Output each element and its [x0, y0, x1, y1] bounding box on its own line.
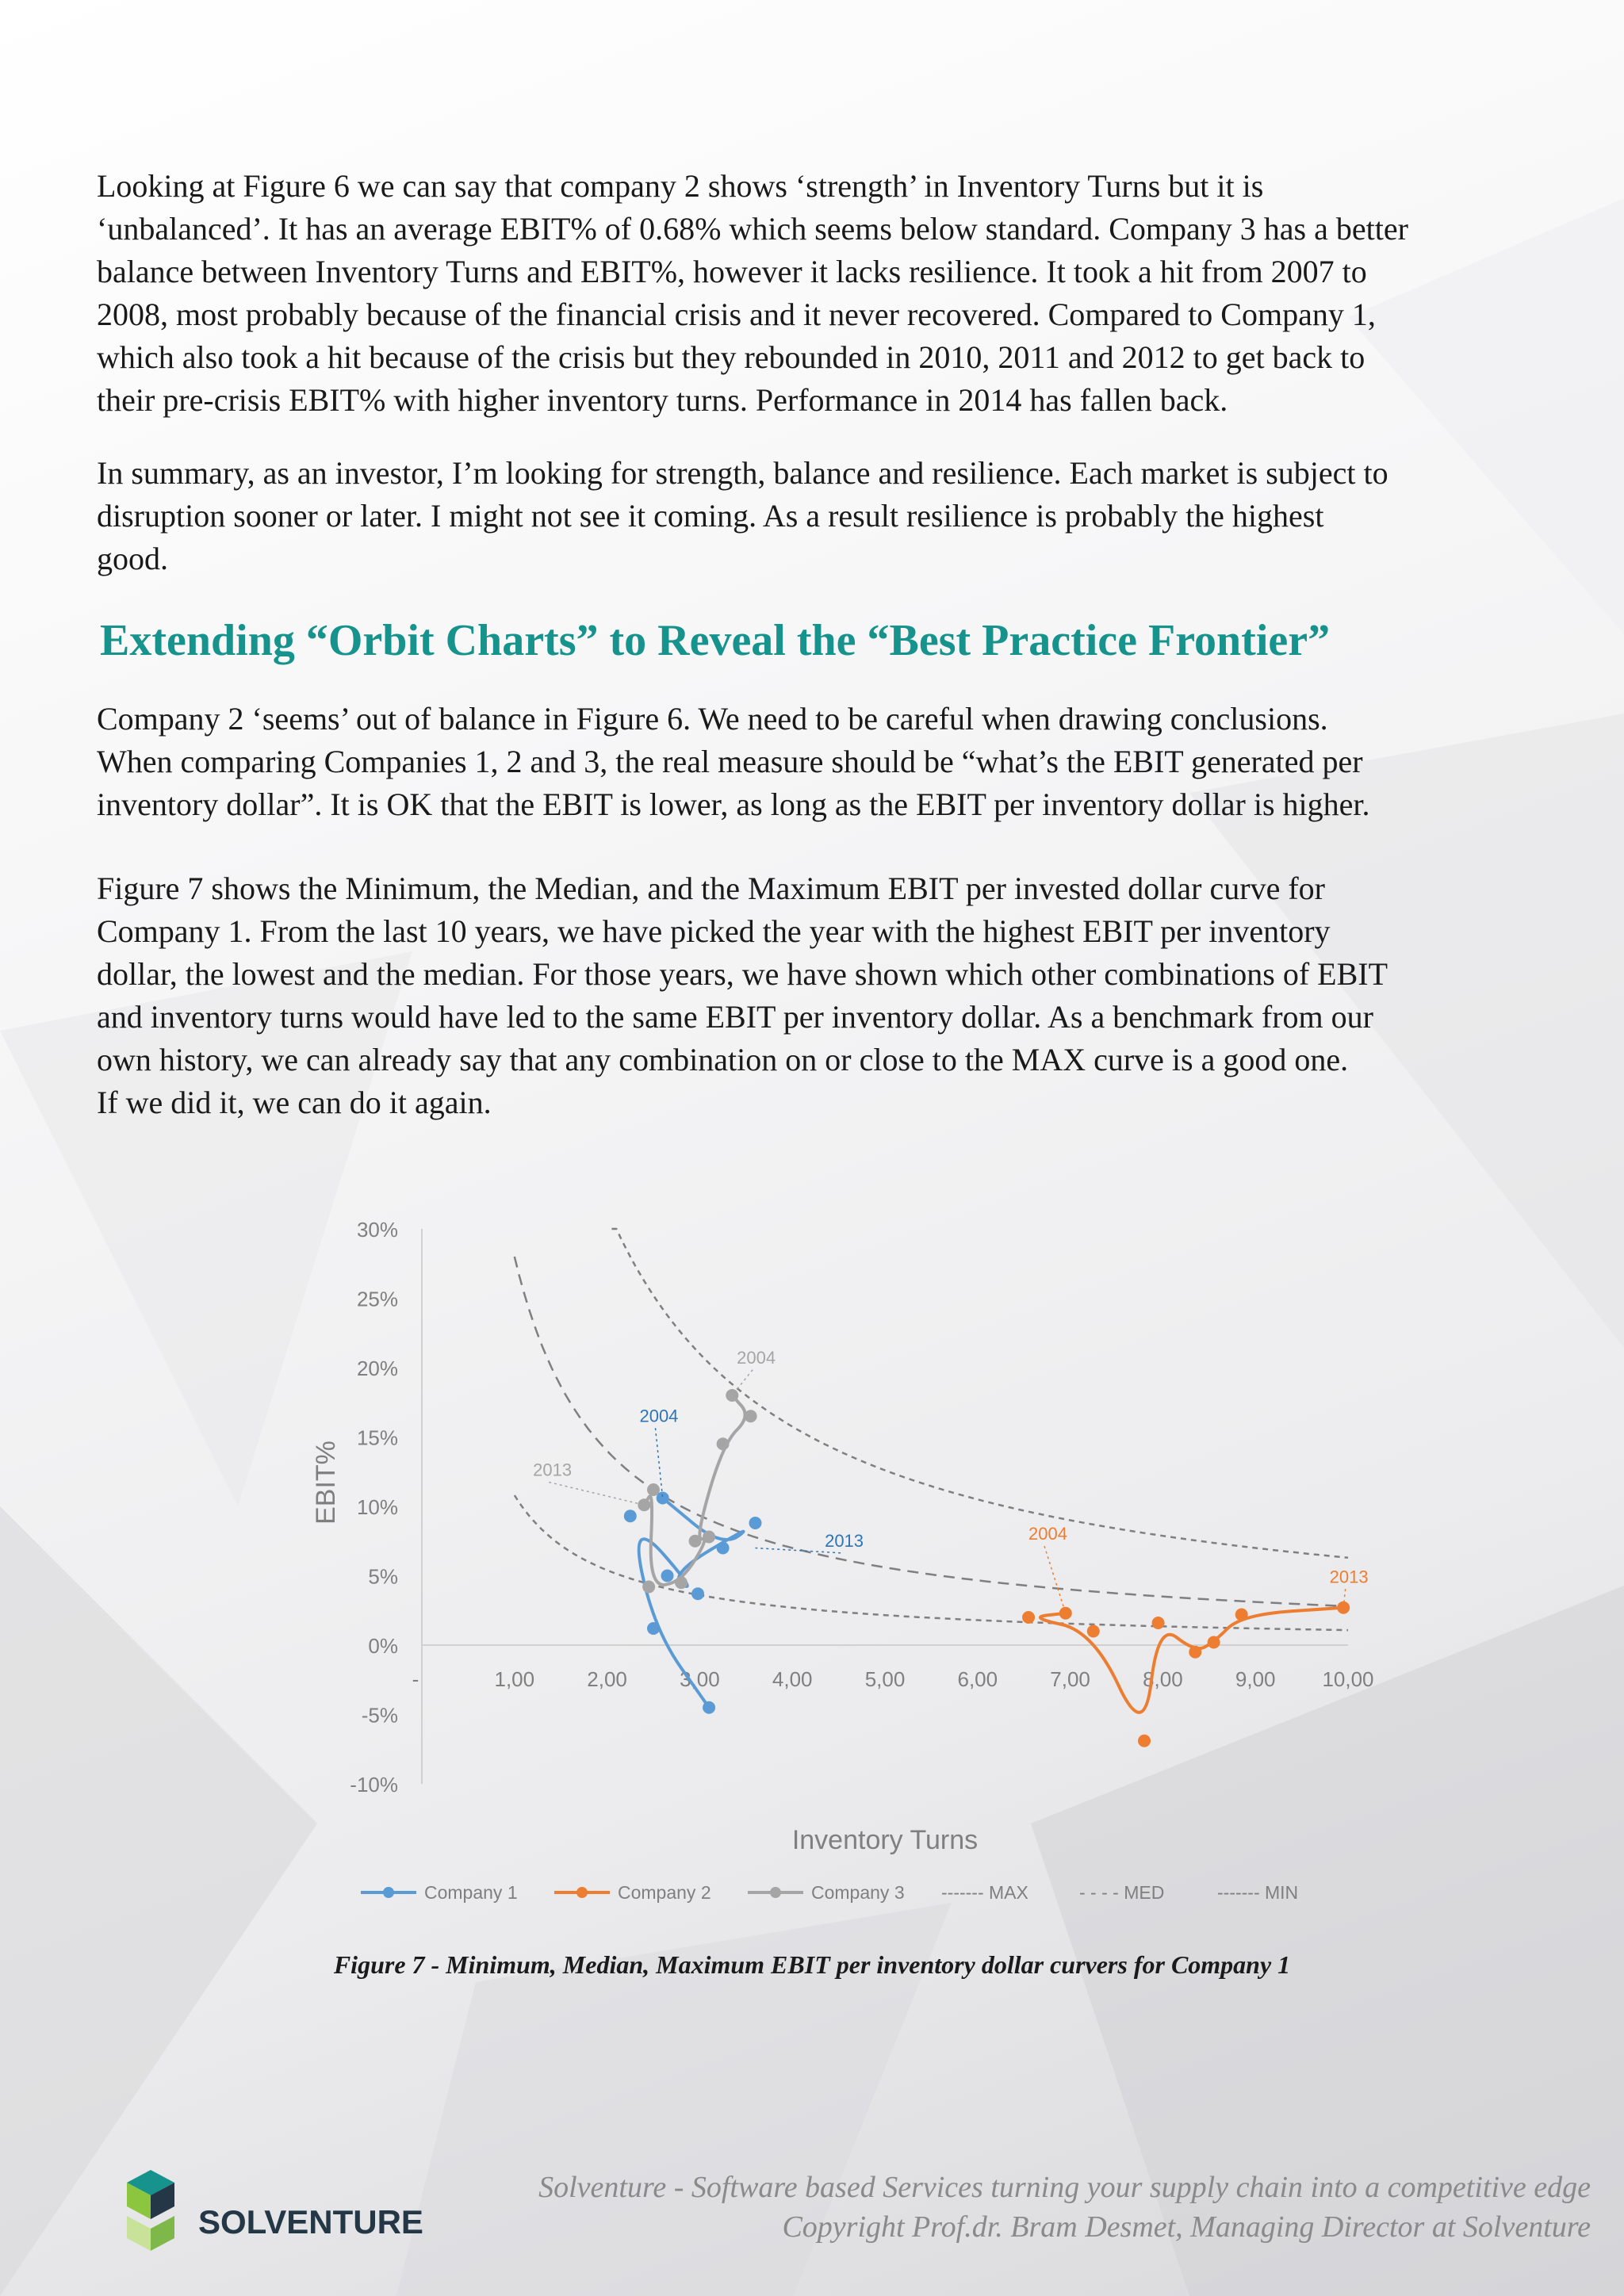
- annotation-label: 2004: [1028, 1524, 1067, 1544]
- data-point-company-2: [1087, 1625, 1100, 1638]
- section-heading: Extending “Orbit Charts” to Reveal the “Best Practice Frontier”: [100, 616, 1331, 665]
- y-tick-label: 15%: [356, 1425, 398, 1450]
- x-tick-label: 3,00: [680, 1667, 720, 1691]
- y-tick-label: 30%: [356, 1218, 398, 1242]
- x-tick-label: 1,00: [494, 1667, 535, 1691]
- data-point-company-1: [717, 1542, 730, 1555]
- data-point-company-3: [745, 1410, 757, 1422]
- x-tick-label: 9,00: [1235, 1667, 1276, 1691]
- data-point-company-1: [624, 1510, 637, 1522]
- logo-wordmark: SOLVENTURE: [198, 2203, 423, 2241]
- legend-label: Company 2: [618, 1882, 711, 1903]
- orbit-chart-svg: [285, 1197, 1396, 1927]
- paragraph-summary: In summary, as an investor, I’m looking for strength, balance and resilience. Each market is subject to disruption sooner or later. I might not see it coming. As a result resilience is probably the highest good.: [97, 455, 1388, 576]
- annotation-label: 2013: [825, 1530, 864, 1551]
- y-tick-label: -5%: [361, 1703, 398, 1728]
- x-tick-label: 7,00: [1050, 1667, 1090, 1691]
- y-tick-label: 25%: [356, 1287, 398, 1311]
- x-tick-label: 10,00: [1322, 1667, 1374, 1691]
- data-point-company-1: [703, 1701, 715, 1714]
- annotation-leader: [549, 1483, 644, 1506]
- footer-copyright: Copyright Prof.dr. Bram Desmet, Managing Director at Solventure: [782, 2210, 1591, 2244]
- y-tick-label: 10%: [356, 1495, 398, 1519]
- legend-label: Company 1: [424, 1882, 518, 1903]
- paragraph-company2: Company 2 ‘seems’ out of balance in Figure 6. We need to be careful when drawing conclusions. When comparing Companies 1, 2 and 3, the real measure should be “what’s the EBIT generated per inventory dollar”. It is OK that the EBIT is lower, as long as the EBIT per inventory dollar is higher.: [97, 701, 1370, 822]
- data-point-company-3: [647, 1483, 660, 1496]
- y-tick-label: 0%: [368, 1634, 398, 1658]
- data-point-company-2: [1022, 1611, 1035, 1624]
- data-point-company-1: [749, 1517, 761, 1529]
- x-axis-title: Inventory Turns: [791, 1825, 979, 1855]
- data-point-company-3: [675, 1576, 688, 1589]
- data-point-company-2: [1208, 1636, 1220, 1649]
- legend-label: ------- MIN: [1217, 1882, 1299, 1903]
- data-point-company-1: [647, 1622, 660, 1635]
- y-tick-label: 5%: [368, 1564, 398, 1589]
- solventure-logo: [119, 2168, 452, 2256]
- legend-marker: [576, 1887, 588, 1898]
- x-tick-label: 5,00: [864, 1667, 906, 1691]
- series-line-company-2: [1040, 1608, 1343, 1712]
- data-point-company-2: [1189, 1646, 1201, 1659]
- data-point-company-3: [703, 1531, 715, 1544]
- legend-marker: [770, 1887, 781, 1898]
- x-tick-label: -: [412, 1667, 419, 1691]
- data-point-company-2: [1138, 1735, 1151, 1747]
- x-tick-label: 6,00: [957, 1667, 998, 1691]
- logo-shape-mid: [151, 2216, 174, 2251]
- data-point-company-2: [1152, 1617, 1165, 1629]
- curve-max: [611, 1229, 1348, 1558]
- y-axis-title: EBIT%: [311, 1441, 341, 1525]
- annotation-leader: [732, 1370, 753, 1395]
- logo-shape-light: [127, 2216, 151, 2251]
- figure-caption: Figure 7 - Minimum, Median, Maximum EBIT per inventory dollar curvers for Company 1: [333, 1950, 1291, 1979]
- legend-label: - - - - MED: [1079, 1882, 1165, 1903]
- annotation-leader: [1044, 1546, 1066, 1613]
- annotation-label: 2013: [1329, 1567, 1369, 1587]
- data-point-company-3: [642, 1581, 655, 1594]
- annotation-label: 2004: [737, 1347, 776, 1368]
- legend-label: Company 3: [811, 1882, 905, 1903]
- data-point-company-3: [717, 1437, 730, 1450]
- data-point-company-1: [661, 1570, 674, 1582]
- footer-tagline: Solventure - Software based Services turning your supply chain into a competitive edge: [538, 2171, 1591, 2204]
- legend-label: ------- MAX: [941, 1882, 1028, 1903]
- annotation-label: 2013: [533, 1460, 573, 1480]
- data-point-company-2: [1235, 1609, 1248, 1621]
- y-tick-label: 20%: [356, 1357, 398, 1380]
- x-tick-label: 8,00: [1143, 1667, 1183, 1691]
- annotation-label: 2004: [639, 1406, 679, 1426]
- data-point-company-1: [691, 1587, 704, 1600]
- y-tick-label: -10%: [350, 1773, 398, 1797]
- data-point-company-3: [689, 1535, 702, 1548]
- legend-marker: [383, 1887, 394, 1898]
- paragraph-figure7-intro: Figure 7 shows the Minimum, the Median, and the Maximum EBIT per invested dollar curve for Company 1. From the last 10 years, we have picked the year with the highest EBIT per inventory dollar, the lowest and the median. For those years, we have shown which other combinations of EBIT and inventory turns would have led to the same EBIT per inventory dollar. As a benchmark from our own history, we can already say that any combination on or close to the MAX curve is a good one. If we did it, we can do it again.: [97, 871, 1388, 1120]
- paragraph-figure6-analysis: Looking at Figure 6 we can say that company 2 shows ‘strength’ in Inventory Turns but it is ‘unbalanced’. It has an average EBIT% of 0.68% which seems below standard. Company 3 has a better balance between Inventory Turns and EBIT%, however it lacks resilience. It took a hit from 2007 to 2008, most probably because of the financial crisis and it never recovered. Compared to Company 1, which also took a hit because of the crisis but they rebounded in 2010, 2011 and 2012 to get back to their pre-crisis EBIT% with higher inventory turns. Performance in 2014 has fallen back.: [97, 168, 1408, 418]
- article-body: [97, 165, 1532, 1154]
- x-tick-label: 2,00: [587, 1667, 627, 1691]
- footer: [538, 2168, 1591, 2247]
- figure7-chart: [285, 1197, 1396, 1927]
- x-tick-label: 4,00: [772, 1667, 813, 1691]
